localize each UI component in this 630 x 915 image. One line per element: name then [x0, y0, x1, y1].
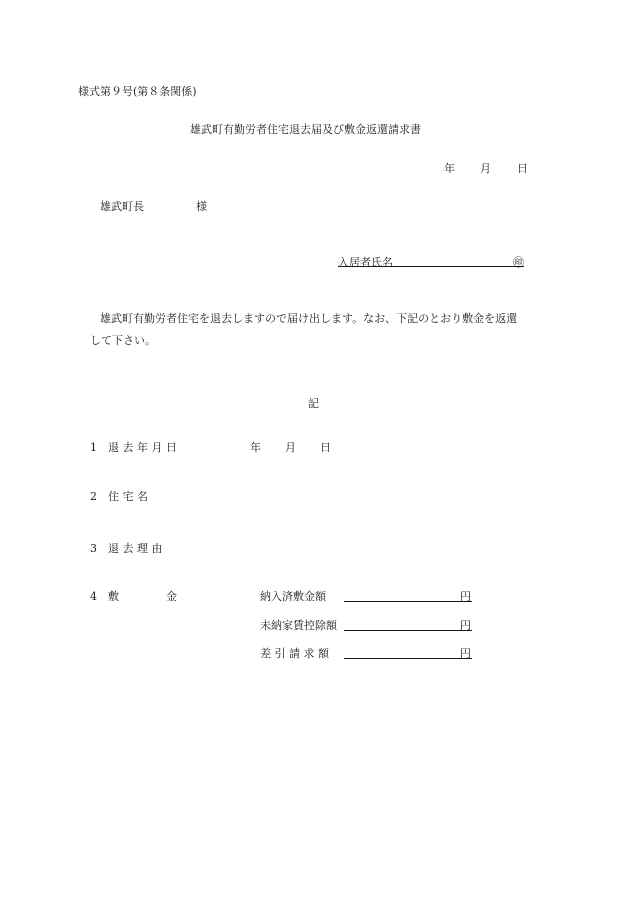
- body-text-line-1: 雄武町有勤労者住宅を退去しますので届け出します。なお、下記のとおり敷金を返還: [100, 312, 518, 325]
- unpaid-rent-deduction-unit: 円: [460, 619, 471, 632]
- document-title: 雄武町有勤労者住宅退去届及び敷金返還請求書: [190, 123, 421, 136]
- resident-name-label: 入居者氏名: [338, 256, 393, 269]
- unpaid-rent-deduction-label: 未納家賃控除額: [260, 619, 337, 632]
- move-out-month-label: 月: [285, 441, 296, 454]
- deposit-paid-label: 納入済敷金額: [260, 590, 326, 603]
- item-1-number: 1: [90, 441, 97, 454]
- item-2-number: 2: [90, 490, 97, 503]
- deposit-paid-unit: 円: [460, 590, 471, 603]
- date-day-label: 日: [517, 162, 528, 175]
- net-claim-label: 差 引 請 求 額: [260, 647, 329, 660]
- deposit-paid-field[interactable]: [344, 601, 472, 602]
- net-claim-field[interactable]: [344, 658, 472, 659]
- form-number: 様式第９号(第８条関係): [78, 85, 197, 98]
- addressee-name: 雄武町長: [100, 200, 144, 213]
- item-3-label: 退 去 理 由: [108, 542, 163, 555]
- item-2-label: 住 宅 名: [108, 490, 148, 503]
- addressee-honorific: 様: [196, 200, 207, 213]
- item-4-label-part-2: 金: [166, 590, 177, 603]
- unpaid-rent-deduction-field[interactable]: [344, 630, 472, 631]
- move-out-year-label: 年: [250, 441, 261, 454]
- item-3-number: 3: [90, 542, 97, 555]
- net-claim-unit: 円: [460, 647, 471, 660]
- seal-mark: ㊞: [513, 256, 524, 269]
- ki-heading: 記: [308, 397, 319, 410]
- body-text-line-2: して下さい。: [90, 334, 156, 347]
- resident-name-field[interactable]: [338, 266, 524, 267]
- date-year-label: 年: [444, 162, 455, 175]
- item-4-label-part-1: 敷: [108, 590, 119, 603]
- move-out-day-label: 日: [320, 441, 331, 454]
- item-1-label: 退 去 年 月 日: [108, 441, 177, 454]
- date-month-label: 月: [480, 162, 491, 175]
- item-4-number: 4: [90, 590, 97, 603]
